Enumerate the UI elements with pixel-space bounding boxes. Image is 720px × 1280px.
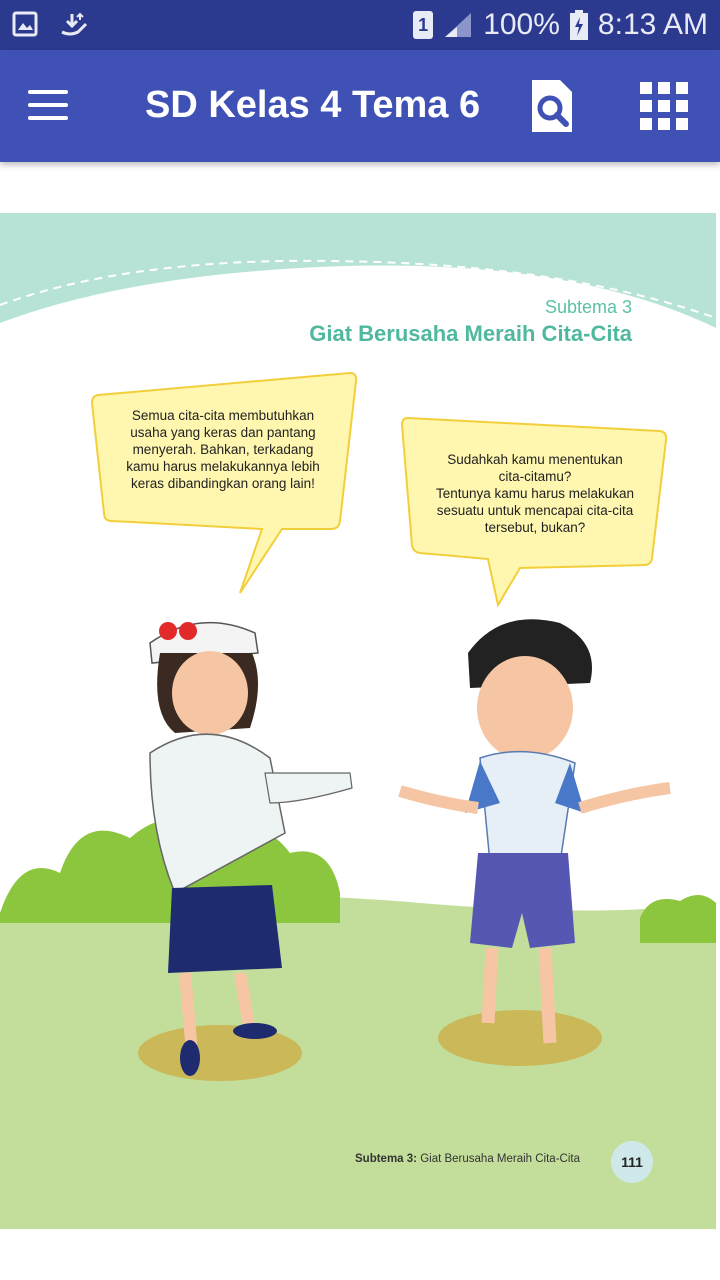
bubble-line: Sudahkah kamu menentukan <box>447 452 623 467</box>
bubble-line: sesuatu untuk mencapai cita-cita <box>436 503 634 518</box>
app-title: SD Kelas 4 Tema 6 <box>145 84 481 126</box>
bubble-line: keras dibandingkan orang lain! <box>131 476 315 491</box>
book-page <box>0 213 716 1229</box>
bubble-line: tersebut, bukan? <box>484 520 586 535</box>
signal-icon <box>443 11 473 39</box>
download-icon <box>58 10 90 38</box>
chapter-title: Giat Berusaha Meraih Cita-Cita <box>309 321 632 346</box>
battery-charging-icon <box>570 10 588 40</box>
bubble-line: Semua cita-cita membutuhkan <box>131 408 315 423</box>
bubble-line: menyerah. Bahkan, terkadang <box>132 442 314 457</box>
speech-bubble-right <box>415 451 655 536</box>
footer-subtema: Subtema 3: <box>355 1153 417 1165</box>
bubble-line: Tentunya kamu harus melakukan <box>435 486 635 501</box>
bubble-line: usaha yang keras dan pantang <box>130 425 316 440</box>
subtema-label: Subtema 3 <box>544 297 632 317</box>
footer-title: Giat Berusaha Meraih Cita-Cita <box>417 1153 580 1165</box>
page-footer <box>355 1153 580 1165</box>
status-bar <box>0 0 720 50</box>
page-number: 111 <box>611 1141 653 1183</box>
bubble-line: cita-citamu? <box>498 469 572 484</box>
speech-bubble-left <box>108 407 338 492</box>
sim-icon: 1 <box>413 11 433 39</box>
image-icon <box>12 11 38 37</box>
app-bar <box>0 50 720 162</box>
clock: 8:13 AM <box>597 8 708 41</box>
page-illustration <box>0 213 716 1229</box>
bubble-line: kamu harus melakukannya lebih <box>126 459 320 474</box>
battery-level: 100% <box>483 8 560 41</box>
menu-icon[interactable] <box>28 90 68 120</box>
search-document-icon[interactable] <box>528 78 576 134</box>
apps-grid-icon[interactable] <box>640 82 688 130</box>
